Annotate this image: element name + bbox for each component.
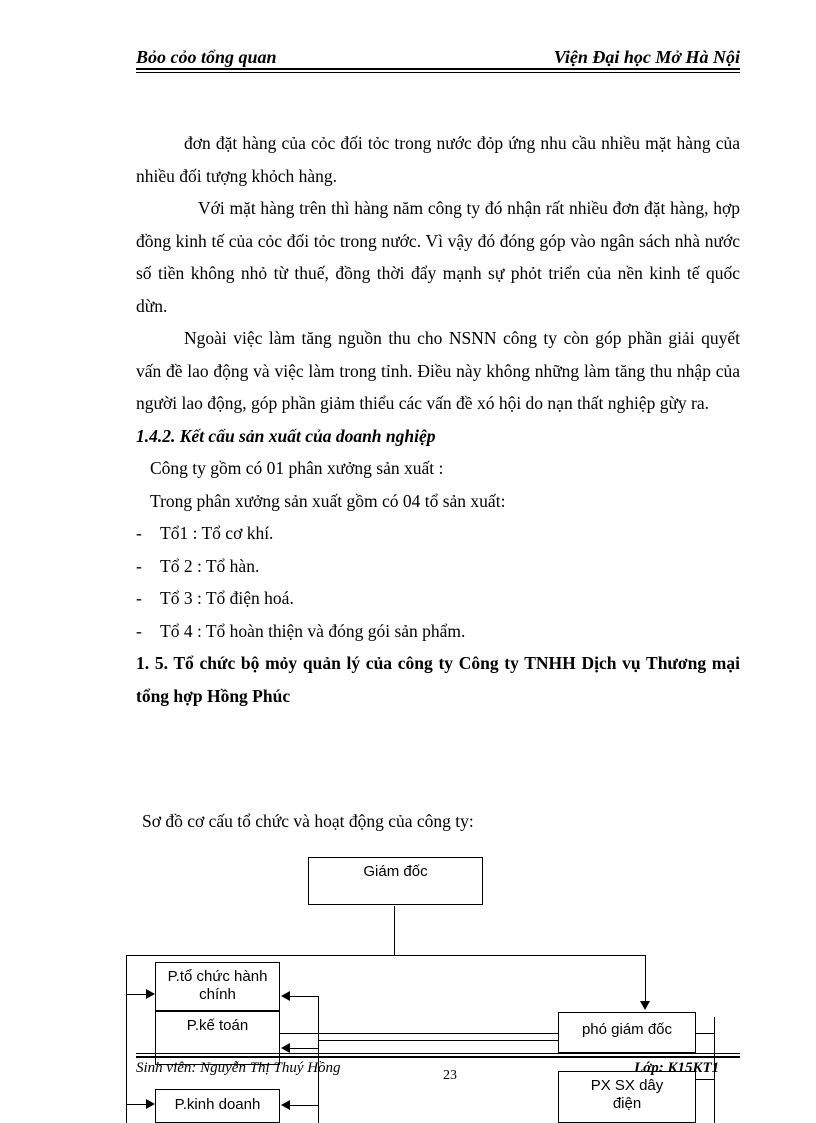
arrow-down-icon: [640, 1001, 650, 1010]
header-rule-thin: [136, 72, 740, 73]
connector-line: [290, 996, 318, 997]
paragraph-2: Với mặt hàng trên thì hàng năm công ty đó nhận rất nhiều đơn đặt hàng, hợp đồng kinh tế của cỏc đối tỏc trong nước. Vì vậy đó đóng góp vào ngân sách nhà nước số tiền không nhỏ từ thuế, đồng thời đẩy mạnh sự phỏt triển của nền kinh tế quốc dừn.: [136, 198, 740, 316]
subheading-1-4-2: 1.4.2. Kết cấu sản xuất của doanh nghiệp: [136, 425, 436, 446]
text-line-2: Trong phân xưởng sản xuất gồm có 04 tổ sản xuất:: [150, 490, 506, 511]
diagram-caption: Sơ đồ cơ cấu tổ chức và hoạt động của công ty:: [142, 811, 474, 831]
arrow-right-icon: [146, 989, 155, 999]
connector-line: [696, 1033, 714, 1034]
section-heading-1-5: 1. 5. Tổ chức bộ mỏy quản lý của công ty Công ty TNHH Dịch vụ Thương mại tổng hợp Hồng Phúc: [136, 653, 740, 706]
footer-student-name: Sinh viên: Nguyễn Thị Thuý Hồng: [136, 1060, 341, 1076]
header-left-title: Bỏo cỏo tổng quan: [136, 47, 277, 67]
list-marker: -: [136, 588, 142, 608]
sales-dept-box: P.kinh doanh: [155, 1089, 280, 1123]
arrow-right-icon: [146, 1099, 155, 1109]
accounting-dept-box: P.kế toán: [155, 1011, 280, 1065]
connector-line: [290, 1105, 318, 1106]
footer-class: Lớp: K15KT1: [634, 1060, 720, 1076]
connector-line: [696, 1079, 714, 1080]
connector-line: [126, 1104, 147, 1105]
connector-line: [126, 994, 147, 995]
connector-line: [318, 1040, 558, 1041]
list-item: [136, 550, 740, 583]
arrow-left-icon: [281, 1043, 290, 1053]
paragraph-3: Ngoài việc làm tăng nguồn thu cho NSNN công ty còn góp phần giải quyết vấn đề lao động và việc làm trong tỉnh. Điều này không những làm tăng thu nhập của người lao động, góp phần giảm thiểu các vấn đề xó hội do nạn thất nghiệp gừy ra.: [136, 328, 740, 413]
list-marker: -: [136, 555, 142, 576]
page-header: [136, 46, 740, 68]
body-text: [136, 127, 740, 712]
page-number: 23: [443, 1068, 457, 1083]
workshop-box: PX SX dây điện: [558, 1071, 696, 1123]
list-item: [136, 615, 740, 648]
text-line-1: Công ty gồm có 01 phân xưởng sản xuất :: [150, 458, 444, 478]
header-right-title: Viện Đại học Mở Hà Nội: [553, 47, 740, 67]
connector-line: [126, 955, 645, 956]
footer-rule-thin: [136, 1053, 740, 1054]
list-item-text: Tổ 3 : Tổ điện hoá.: [160, 588, 294, 608]
list-item: [136, 517, 740, 550]
admin-dept-box: P.tổ chức hành chính: [155, 962, 280, 1011]
list-marker: -: [136, 523, 142, 543]
connector-line: [126, 955, 127, 1123]
header-rule-thick: [136, 68, 740, 70]
paragraph-1: đơn đặt hàng của cỏc đối tỏc trong nước đỏp ứng nhu cầu nhiều mặt hàng của nhiều đối tượng khỏch hàng.: [136, 133, 740, 186]
arrow-left-icon: [281, 1100, 290, 1110]
list-item-text: Tổ 4 : Tổ hoàn thiện và đóng gói sản phẩm.: [160, 620, 466, 641]
connector-line: [645, 955, 646, 1003]
footer-rule-thick: [136, 1056, 740, 1058]
list-item-text: Tổ1 : Tổ cơ khí.: [160, 523, 274, 543]
connector-line: [280, 1033, 558, 1034]
list-item-text: Tổ 2 : Tổ hàn.: [160, 555, 260, 576]
list-marker: -: [136, 620, 142, 641]
connector-line: [290, 1048, 318, 1049]
list-item: [136, 582, 740, 615]
connector-line: [394, 906, 395, 955]
director-box: Giám đốc: [308, 857, 483, 905]
deputy-director-box: phó giám đốc: [558, 1012, 696, 1053]
arrow-left-icon: [281, 991, 290, 1001]
